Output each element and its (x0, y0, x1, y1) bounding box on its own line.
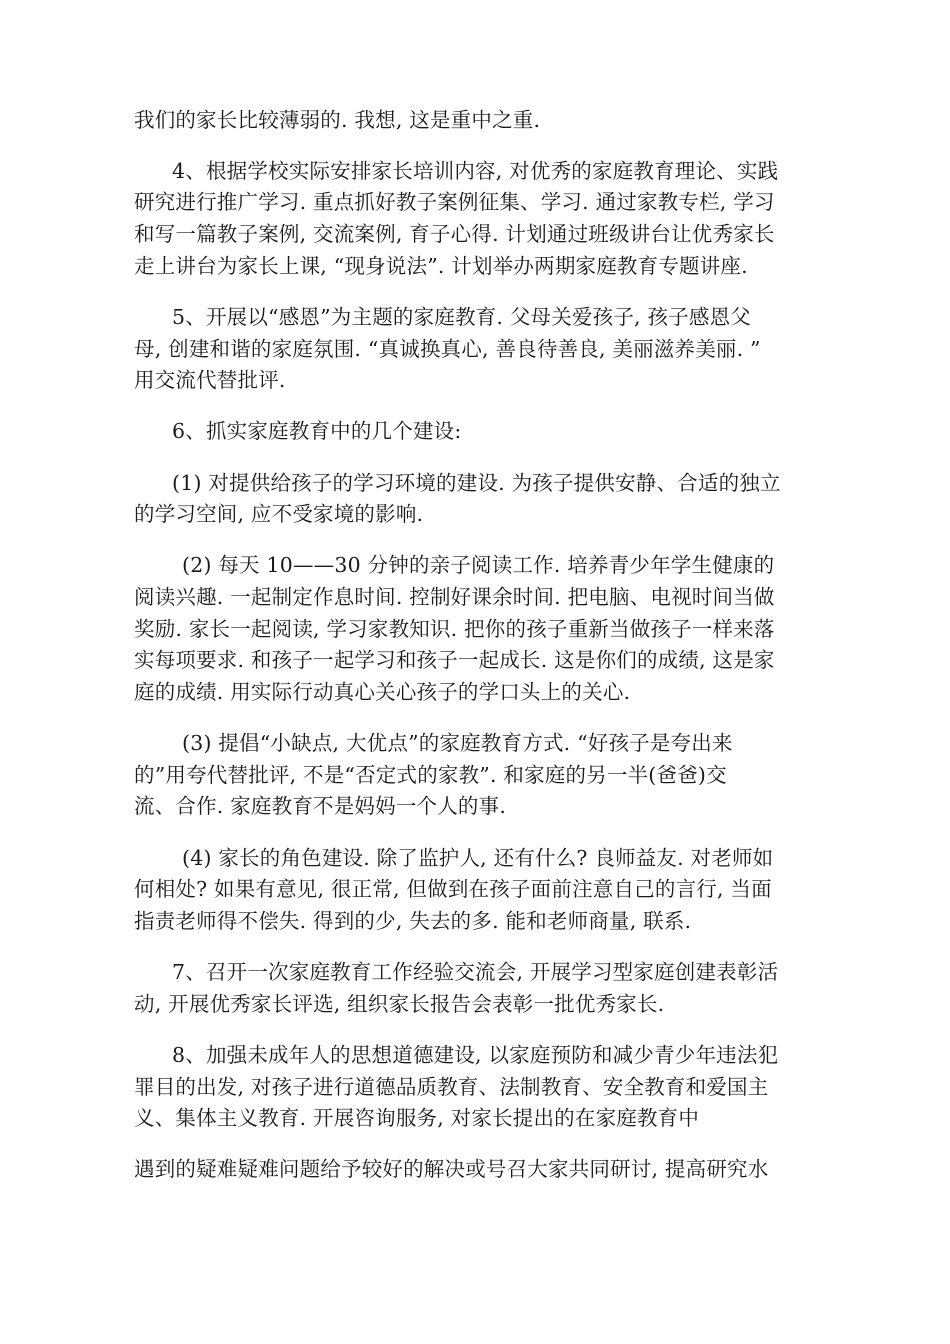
text-line: (3) 提倡“小缺点, 大优点”的家庭教育方式. “好孩子是夸出来 (182, 731, 733, 755)
text-line: 研究进行推广学习. 重点抓好教子案例征集、学习. 通过家教专栏, 学习 (134, 190, 775, 214)
text-line: 阅读兴趣. 一起制定作息时间. 控制好课余时间. 把电脑、电视时间当做 (134, 585, 775, 609)
text-line: 罪目的出发, 对孩子进行道德品质教育、法制教育、安全教育和爱国主 (134, 1075, 769, 1099)
text-line: 的”用夸代替批评, 不是“否定式的家教”. 和家庭的另一半(爸爸)交 (134, 763, 727, 787)
text-line: 指责老师得不偿失. 得到的少, 失去的多. 能和老师商量, 联系. (134, 909, 692, 933)
text-line: 5、开展以“感恩”为主题的家庭教育. 父母关爱孩子, 孩子感恩父 (172, 305, 751, 329)
text-line: 8、加强未成年人的思想道德建设, 以家庭预防和减少青少年违法犯 (172, 1043, 779, 1067)
text-line: 遇到的疑难疑难问题给予较好的解决或号召大家共同研讨, 提高研究水 (134, 1157, 769, 1181)
text-line: 走上讲台为家长上课, “现身说法”. 计划举办两期家庭教育专题讲座. (134, 254, 748, 278)
text-line: 6、抓实家庭教育中的几个建设: (172, 419, 462, 443)
text-line: (2) 每天 10——30 分钟的亲子阅读工作. 培养青少年学生健康的 (182, 553, 775, 577)
text-line: 庭的成绩. 用实际行动真心关心孩子的学口头上的关心. (134, 680, 631, 704)
text-line: 母, 创建和谐的家庭氛围. “真诚换真心, 善良待善良, 美丽滋养美丽. ” (134, 337, 761, 361)
text-line: 4、根据学校实际安排家长培训内容, 对优秀的家庭教育理论、实践 (172, 159, 779, 183)
text-line: 实每项要求. 和孩子一起学习和孩子一起成长. 这是你们的成绩, 这是家 (134, 648, 775, 672)
text-line: (1) 对提供给孩子的学习环境的建设. 为孩子提供安静、合适的独立 (172, 471, 781, 495)
text-line: 7、召开一次家庭教育工作经验交流会, 开展学习型家庭创建表彰活 (172, 960, 779, 984)
text-line: (4) 家长的角色建设. 除了监护人, 还有什么? 良师益友. 对老师如 (182, 846, 774, 870)
text-line: 动, 开展优秀家长评选, 组织家长报告会表彰一批优秀家长. (134, 992, 665, 1016)
text-line: 奖励. 家长一起阅读, 学习家教知识. 把你的孩子重新当做孩子一样来落 (134, 617, 775, 641)
text-line: 流、合作. 家庭教育不是妈妈一个人的事. (134, 794, 507, 818)
text-line: 我们的家长比较薄弱的. 我想, 这是重中之重. (134, 108, 541, 132)
text-line: 的学习空间, 应不受家境的影响. (134, 502, 424, 526)
text-line: 义、集体主义教育. 开展咨询服务, 对家长提出的在家庭教育中 (134, 1106, 700, 1130)
text-line: 和写一篇教子案例, 交流案例, 育子心得. 计划通过班级讲台让优秀家长 (134, 222, 775, 246)
text-line: 用交流代替批评. (134, 368, 286, 392)
text-line: 何相处? 如果有意见, 很正常, 但做到在孩子面前注意自己的言行, 当面 (134, 877, 772, 901)
